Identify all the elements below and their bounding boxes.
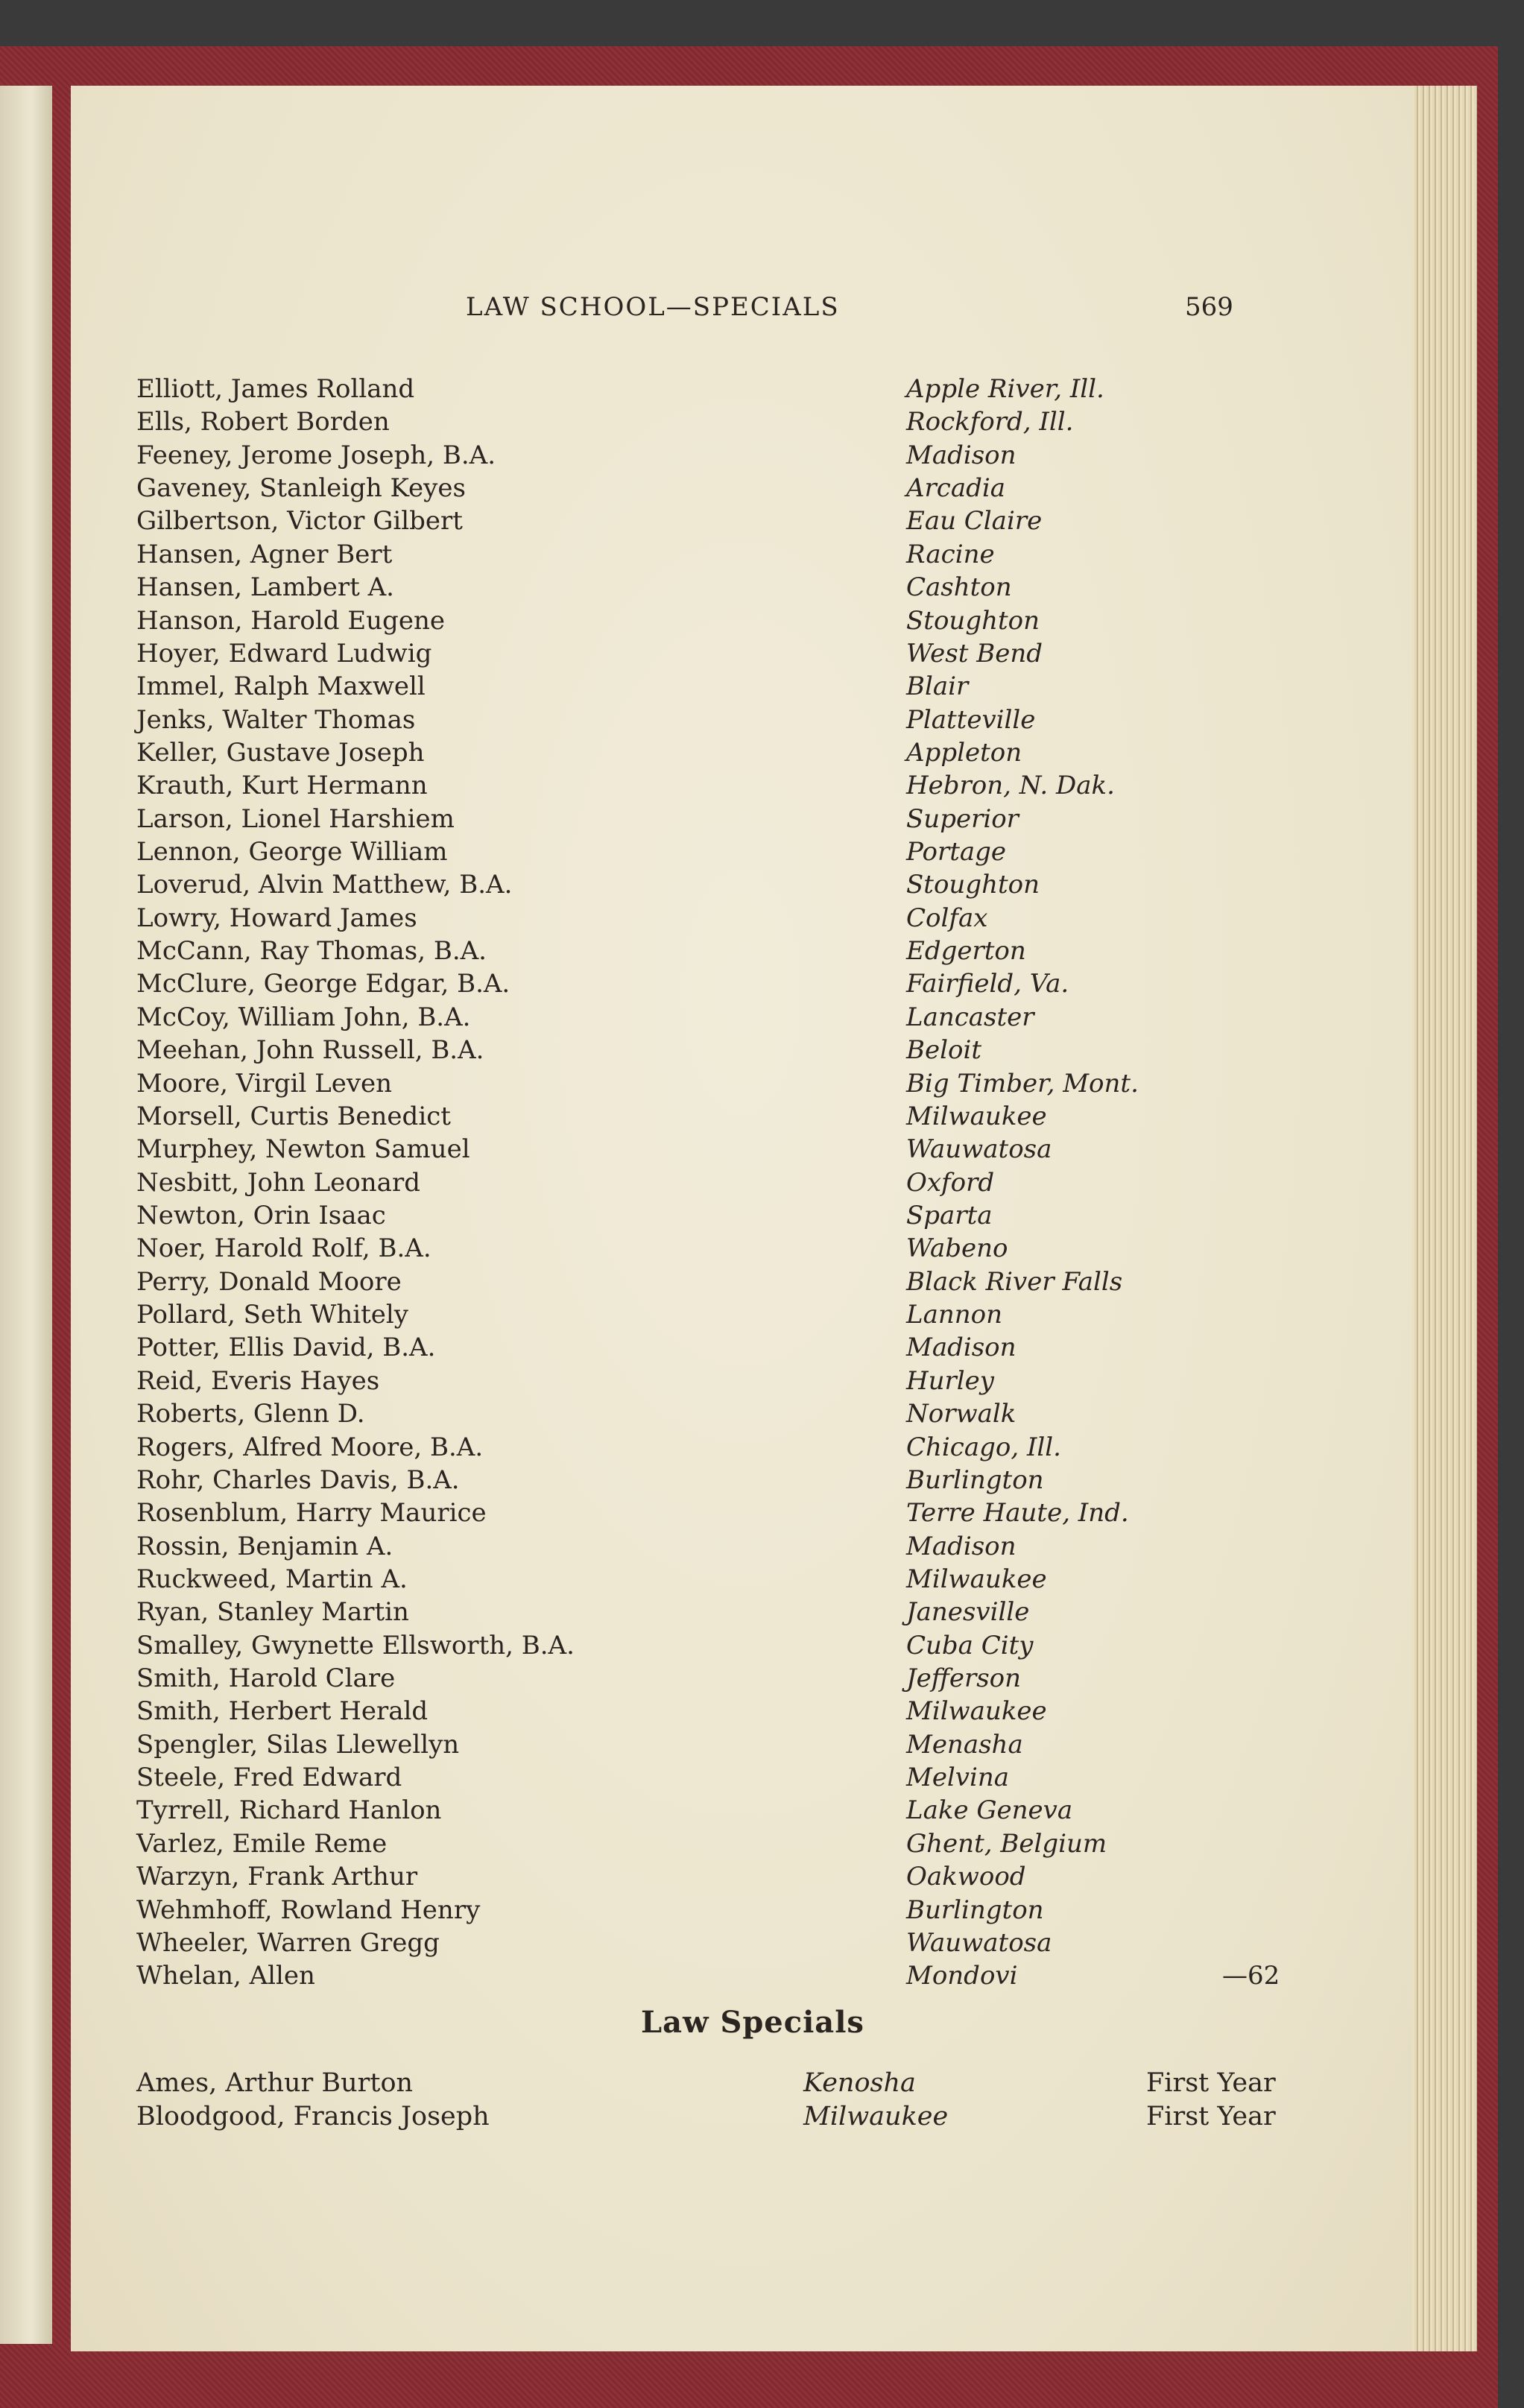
student-hometown: Ghent, Belgium xyxy=(906,1828,1107,1859)
law-special-name: Bloodgood, Francis Joseph xyxy=(136,2102,490,2132)
student-hometown: Burlington xyxy=(906,1895,1044,1925)
student-name: Rossin, Benjamin A. xyxy=(136,1531,393,1561)
student-hometown: Sparta xyxy=(906,1200,993,1230)
book-page xyxy=(71,86,1412,2351)
student-hometown: Superior xyxy=(906,803,1019,834)
student-name: Wehmhoff, Rowland Henry xyxy=(136,1895,481,1925)
student-row xyxy=(136,571,1366,604)
student-row xyxy=(136,1761,1366,1794)
student-hometown: Norwalk xyxy=(906,1399,1016,1429)
student-hometown: Oakwood xyxy=(906,1862,1026,1892)
student-name: Lowry, Howard James xyxy=(136,903,417,933)
law-specials-list xyxy=(136,2067,1366,2134)
student-name: Nesbitt, John Leonard xyxy=(136,1167,420,1198)
student-name: McClure, George Edgar, B.A. xyxy=(136,969,510,999)
student-row xyxy=(136,1464,1366,1497)
student-name: Smith, Harold Clare xyxy=(136,1663,396,1694)
student-name: Krauth, Kurt Hermann xyxy=(136,771,428,801)
law-special-year: First Year xyxy=(1146,2102,1276,2132)
student-row xyxy=(136,1596,1366,1628)
student-hometown: Oxford xyxy=(906,1167,995,1198)
student-name: McCann, Ray Thomas, B.A. xyxy=(136,936,487,967)
student-name: Perry, Donald Moore xyxy=(136,1266,402,1297)
facing-page-edge xyxy=(0,86,52,2344)
student-name: Loverud, Alvin Matthew, B.A. xyxy=(136,870,513,900)
student-row xyxy=(136,1397,1366,1430)
student-name: Warzyn, Frank Arthur xyxy=(136,1862,418,1892)
student-hometown: Stoughton xyxy=(906,605,1040,636)
student-row xyxy=(136,1067,1366,1100)
student-hometown: Platteville xyxy=(906,704,1036,735)
student-hometown: Burlington xyxy=(906,1464,1044,1495)
student-hometown: Terre Haute, Ind. xyxy=(906,1498,1129,1529)
student-name: Ryan, Stanley Martin xyxy=(136,1597,409,1628)
student-name: Tyrrell, Richard Hanlon xyxy=(136,1795,442,1826)
student-hometown: Portage xyxy=(906,837,1007,868)
student-hometown: Edgerton xyxy=(906,936,1026,967)
student-name: Potter, Ellis David, B.A. xyxy=(136,1333,436,1363)
student-row xyxy=(136,868,1366,901)
student-row xyxy=(136,1331,1366,1364)
student-hometown: Cashton xyxy=(906,572,1012,603)
student-row xyxy=(136,1100,1366,1133)
student-row xyxy=(136,670,1366,703)
student-hometown: Chicago, Ill. xyxy=(906,1432,1061,1462)
student-hometown: Jefferson xyxy=(906,1663,1022,1694)
student-name: Rosenblum, Harry Maurice xyxy=(136,1498,487,1529)
student-name: Varlez, Emile Reme xyxy=(136,1828,388,1859)
student-row xyxy=(136,1265,1366,1298)
student-row xyxy=(136,1927,1366,1959)
student-row xyxy=(136,1232,1366,1265)
law-special-row xyxy=(136,2067,1366,2100)
student-name: Meehan, John Russell, B.A. xyxy=(136,1035,484,1066)
student-row xyxy=(136,769,1366,802)
student-row xyxy=(136,1001,1366,1034)
student-name: Moore, Virgil Leven xyxy=(136,1068,393,1099)
student-name: Noer, Harold Rolf, B.A. xyxy=(136,1233,431,1264)
student-hometown: Black River Falls xyxy=(906,1266,1123,1297)
student-hometown: Rockford, Ill. xyxy=(906,407,1074,437)
student-hometown: Lannon xyxy=(906,1300,1003,1330)
student-row xyxy=(136,472,1366,505)
student-name: Keller, Gustave Joseph xyxy=(136,737,425,768)
student-row xyxy=(136,373,1366,405)
student-hometown: Fairfield, Va. xyxy=(906,969,1069,999)
student-name: Smith, Herbert Herald xyxy=(136,1696,429,1727)
student-row xyxy=(136,1563,1366,1596)
student-name: Hoyer, Edward Ludwig xyxy=(136,638,432,669)
student-name: Steele, Fred Edward xyxy=(136,1763,402,1793)
student-row xyxy=(136,1794,1366,1827)
student-row xyxy=(136,1894,1366,1927)
student-row xyxy=(136,1860,1366,1893)
section-total-count: —62 xyxy=(1222,1961,1280,1991)
student-hometown: Milwaukee xyxy=(906,1564,1047,1594)
student-row xyxy=(136,1298,1366,1331)
law-special-year: First Year xyxy=(1146,2068,1276,2098)
student-name: Hanson, Harold Eugene xyxy=(136,605,445,636)
student-hometown: Colfax xyxy=(906,903,988,933)
student-row xyxy=(136,704,1366,736)
running-head-title: LAW SCHOOL—SPECIALS xyxy=(466,292,840,322)
student-name: Newton, Orin Isaac xyxy=(136,1200,386,1230)
student-hometown: West Bend xyxy=(906,638,1043,669)
student-hometown: Cuba City xyxy=(906,1630,1034,1660)
student-name: Rohr, Charles Davis, B.A. xyxy=(136,1464,460,1495)
student-row xyxy=(136,1199,1366,1232)
student-row xyxy=(136,1497,1366,1529)
student-row xyxy=(136,835,1366,868)
student-name: Reid, Everis Hayes xyxy=(136,1365,380,1396)
student-name: Murphey, Newton Samuel xyxy=(136,1134,470,1165)
student-name: Gilbertson, Victor Gilbert xyxy=(136,506,463,537)
student-hometown: Stoughton xyxy=(906,870,1040,900)
student-name: Lennon, George William xyxy=(136,837,448,868)
student-row xyxy=(136,1133,1366,1166)
student-hometown: Milwaukee xyxy=(906,1101,1047,1131)
student-row xyxy=(136,439,1366,472)
student-name: Elliott, James Rolland xyxy=(136,374,415,404)
student-row xyxy=(136,736,1366,769)
law-special-hometown: Kenosha xyxy=(803,2068,916,2098)
student-name: Spengler, Silas Llewellyn xyxy=(136,1729,460,1760)
student-name: McCoy, William John, B.A. xyxy=(136,1002,471,1032)
student-name: Morsell, Curtis Benedict xyxy=(136,1101,451,1131)
page-block-edges xyxy=(1408,86,1477,2351)
student-name: Roberts, Glenn D. xyxy=(136,1399,365,1429)
student-name: Pollard, Seth Whitely xyxy=(136,1300,408,1330)
student-name: Ruckweed, Martin A. xyxy=(136,1564,408,1594)
student-row xyxy=(136,1629,1366,1662)
student-row xyxy=(136,505,1366,537)
student-row xyxy=(136,1959,1366,1992)
student-hometown: Beloit xyxy=(906,1035,981,1066)
student-hometown: Lake Geneva xyxy=(906,1795,1073,1826)
student-hometown: Madison xyxy=(906,1333,1016,1363)
student-hometown: Arcadia xyxy=(906,473,1006,504)
student-hometown: Blair xyxy=(906,671,969,702)
student-row xyxy=(136,967,1366,1000)
student-row xyxy=(136,1431,1366,1464)
student-hometown: Big Timber, Mont. xyxy=(906,1068,1139,1099)
section-heading-law-specials: Law Specials xyxy=(641,2005,864,2040)
student-hometown: Wauwatosa xyxy=(906,1134,1052,1165)
student-hometown: Wauwatosa xyxy=(906,1927,1052,1958)
student-row xyxy=(136,935,1366,967)
student-name: Smalley, Gwynette Ellsworth, B.A. xyxy=(136,1630,575,1660)
student-hometown: Wabeno xyxy=(906,1233,1008,1264)
student-name: Rogers, Alfred Moore, B.A. xyxy=(136,1432,484,1462)
student-hometown: Eau Claire xyxy=(906,506,1043,537)
student-hometown: Janesville xyxy=(906,1597,1030,1628)
student-name: Gaveney, Stanleigh Keyes xyxy=(136,473,466,504)
student-row xyxy=(136,1034,1366,1066)
law-special-row xyxy=(136,2100,1366,2134)
student-row xyxy=(136,637,1366,670)
student-hometown: Lancaster xyxy=(906,1002,1034,1032)
student-row xyxy=(136,1166,1366,1199)
page-number: 569 xyxy=(1185,292,1233,322)
student-hometown: Melvina xyxy=(906,1763,1010,1793)
student-row xyxy=(136,803,1366,835)
student-name: Larson, Lionel Harshiem xyxy=(136,803,455,834)
student-hometown: Mondovi xyxy=(906,1961,1018,1991)
student-row xyxy=(136,1365,1366,1397)
student-row xyxy=(136,1728,1366,1761)
law-special-name: Ames, Arthur Burton xyxy=(136,2068,414,2098)
student-row xyxy=(136,902,1366,935)
student-hometown: Milwaukee xyxy=(906,1696,1047,1727)
student-hometown: Madison xyxy=(906,440,1016,470)
student-hometown: Madison xyxy=(906,1531,1016,1561)
student-name: Wheeler, Warren Gregg xyxy=(136,1927,440,1958)
student-hometown: Racine xyxy=(906,539,995,569)
student-row xyxy=(136,1662,1366,1695)
student-hometown: Menasha xyxy=(906,1729,1023,1760)
student-row xyxy=(136,1695,1366,1728)
law-special-hometown: Milwaukee xyxy=(803,2102,949,2132)
student-hometown: Apple River, Ill. xyxy=(906,374,1104,404)
student-row xyxy=(136,1827,1366,1860)
student-name: Jenks, Walter Thomas xyxy=(136,704,416,735)
student-row xyxy=(136,405,1366,438)
student-name: Feeney, Jerome Joseph, B.A. xyxy=(136,440,496,470)
student-list xyxy=(136,373,1366,1993)
student-name: Immel, Ralph Maxwell xyxy=(136,671,426,702)
running-head xyxy=(71,292,1412,337)
student-name: Hansen, Lambert A. xyxy=(136,572,394,603)
student-name: Hansen, Agner Bert xyxy=(136,539,393,569)
student-row xyxy=(136,604,1366,637)
student-hometown: Hurley xyxy=(906,1365,995,1396)
student-name: Whelan, Allen xyxy=(136,1961,315,1991)
student-hometown: Appleton xyxy=(906,737,1022,768)
student-row xyxy=(136,538,1366,571)
student-hometown: Hebron, N. Dak. xyxy=(906,771,1115,801)
student-name: Ells, Robert Borden xyxy=(136,407,390,437)
student-row xyxy=(136,1530,1366,1563)
